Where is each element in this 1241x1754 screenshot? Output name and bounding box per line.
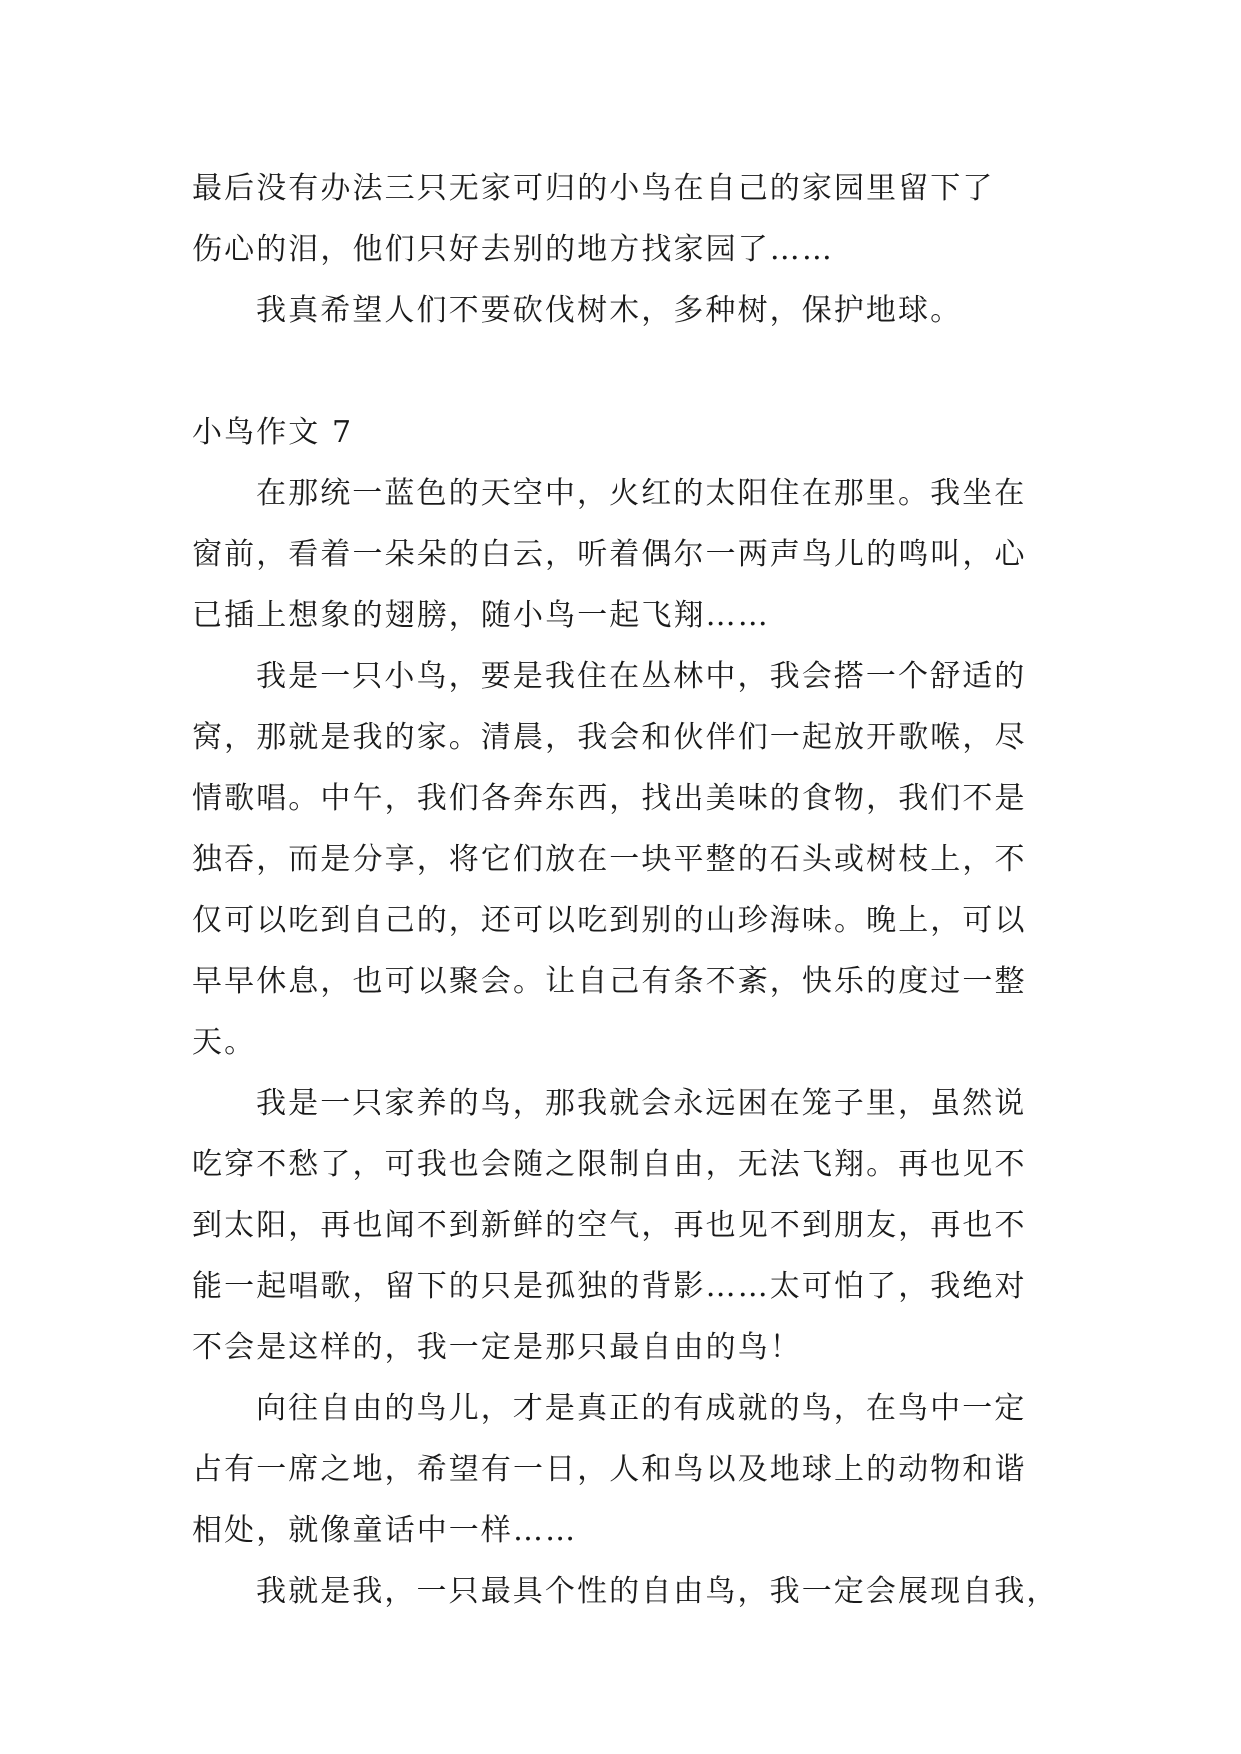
paragraph-line: 独吞，而是分享，将它们放在一块平整的石头或树枝上，不 (192, 842, 1027, 877)
paragraph-line: 仅可以吃到自己的，还可以吃到别的山珍海味。晚上，可以 (192, 903, 1027, 938)
section-gap (192, 341, 1054, 402)
section-heading: 小鸟作文 7 (192, 415, 354, 450)
paragraph-line: 天。 (192, 1025, 257, 1060)
paragraph-line: 早早休息，也可以聚会。让自己有条不紊，快乐的度过一整 (192, 964, 1027, 999)
paragraph-line: 伤心的泪，他们只好去别的地方找家园了…… (192, 232, 834, 267)
paragraph-line: 在那统一蓝色的天空中，火红的太阳住在那里。我坐在 (256, 476, 1027, 511)
paragraph-line: 我是一只小鸟，要是我住在丛林中，我会搭一个舒适的 (256, 659, 1027, 694)
paragraph-line: 到太阳，再也闻不到新鲜的空气，再也见不到朋友，再也不 (192, 1208, 1027, 1243)
paragraph-line: 情歌唱。中午，我们各奔东西，找出美味的食物，我们不是 (192, 781, 1027, 816)
paragraph-line: 最后没有办法三只无家可归的小鸟在自己的家园里留下了 (192, 171, 995, 206)
paragraph-line: 我真希望人们不要砍伐树木，多种树，保护地球。 (256, 293, 963, 328)
paragraph-line: 我就是我，一只最具个性的自由鸟，我一定会展现自我， (256, 1574, 1059, 1609)
paragraph-line: 能一起唱歌，留下的只是孤独的背影……太可怕了，我绝对 (192, 1269, 1027, 1304)
paragraph-line: 占有一席之地，希望有一日，人和鸟以及地球上的动物和谐 (192, 1452, 1027, 1487)
paragraph-line: 已插上想象的翅膀，随小鸟一起飞翔…… (192, 598, 770, 633)
paragraph-line: 相处，就像童话中一样…… (192, 1513, 578, 1548)
paragraph-line: 不会是这样的，我一定是那只最自由的鸟！ (192, 1330, 802, 1365)
paragraph-line: 吃穿不愁了，可我也会随之限制自由，无法飞翔。再也见不 (192, 1147, 1027, 1182)
paragraph-line: 我是一只家养的鸟，那我就会永远困在笼子里，虽然说 (256, 1086, 1027, 1121)
document-body (192, 158, 1059, 1622)
paragraph-line: 窗前，看着一朵朵的白云，听着偶尔一两声鸟儿的鸣叫，心 (192, 537, 1027, 572)
paragraph-line: 向往自由的鸟儿，才是真正的有成就的鸟，在鸟中一定 (256, 1391, 1027, 1426)
paragraph-line: 窝，那就是我的家。清晨，我会和伙伴们一起放开歌喉，尽 (192, 720, 1027, 755)
